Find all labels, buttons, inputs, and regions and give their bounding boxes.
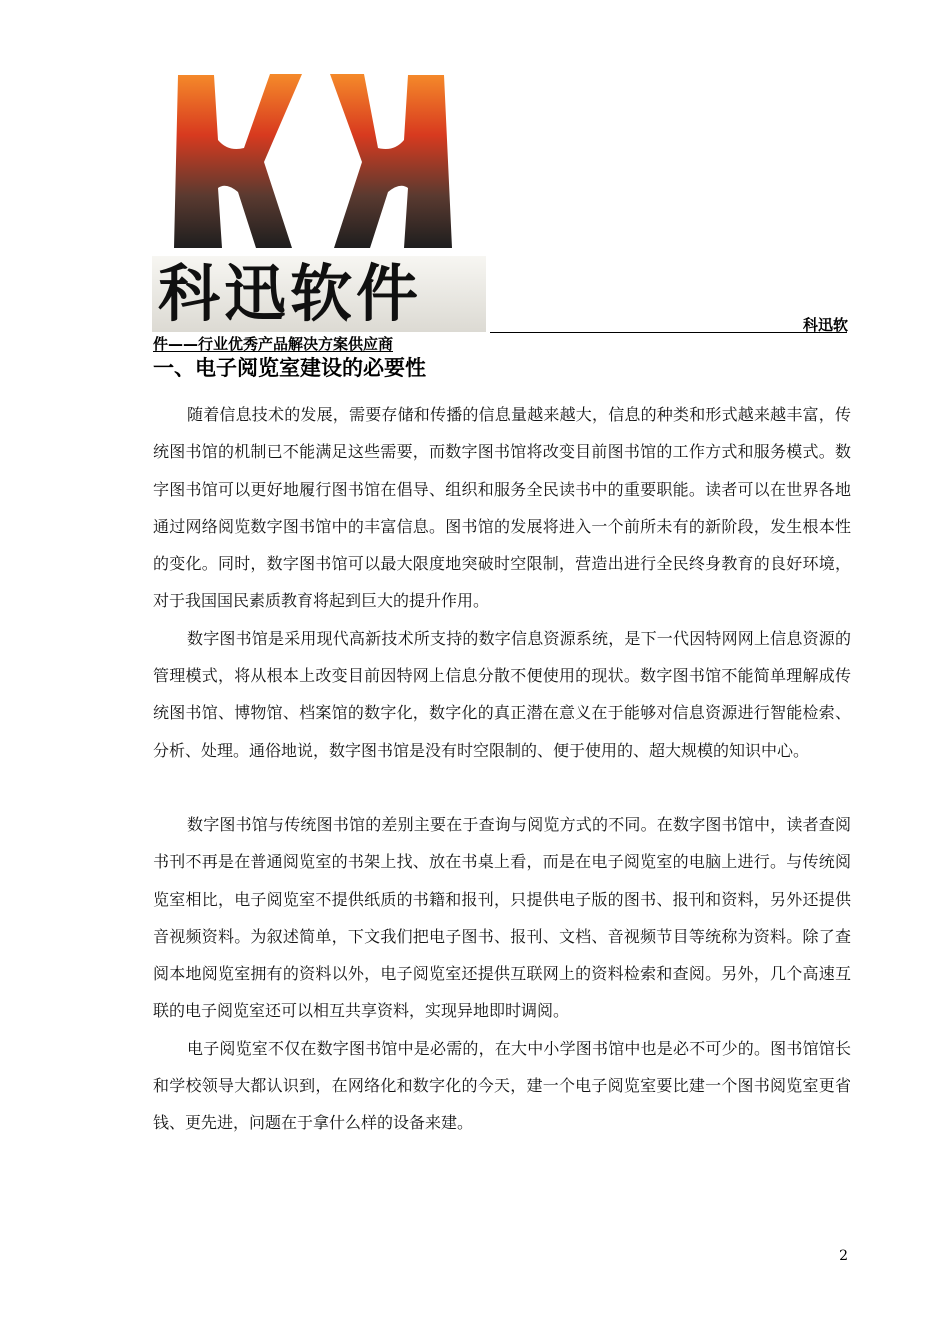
paragraph: 电子阅览室不仅在数字图书馆中是必需的，在大中小学图书馆中也是必不可少的。图书馆馆长和学校领导大都认识到，在网络化和数字化的今天，建一个电子阅览室要比建一个图书阅览室更省钱、更先进，问题在于拿什么样的设备来建。	[153, 1038, 851, 1133]
paragraph: 随着信息技术的发展，需要存储和传播的信息量越来越大，信息的种类和形式越来越丰富，传统图书馆的机制已不能满足这些需要，而数字图书馆将改变目前图书馆的工作方式和服务模式。数字图书馆可以更好地履行图书馆在倡导、组织和服务全民读书中的重要职能。读者可以在世界各地通过网络阅览数字图书馆中的丰富信息。图书馆的发展将进入一个前所未有的新阶段，发生根本性的变化。同时，数字图书馆可以最大限度地突破时空限制，营造出进行全民终身教育的良好环境，对于我国国民素质教育将起到巨大的提升作用。	[153, 405, 851, 611]
page-number: 2	[839, 1248, 848, 1264]
header-tagline: 件——行业优秀产品解决方案供应商	[153, 335, 394, 353]
body-text	[153, 396, 851, 1142]
paragraph-gap	[153, 769, 851, 806]
logo-text: 科迅软件	[158, 257, 423, 330]
header-company-name: 科迅软	[802, 316, 848, 334]
kk-logo-mark	[152, 70, 486, 255]
header-rule	[490, 332, 847, 333]
paragraph: 数字图书馆与传统图书馆的差别主要在于查询与阅览方式的不同。在数字图书馆中，读者查阅书刊不再是在普通阅览室的书架上找、放在书桌上看，而是在电子阅览室的电脑上进行。与传统阅览室相比，电子阅览室不提供纸质的书籍和报刊，只提供电子版的图书、报刊和资料，另外还提供音视频资料。为叙述简单，下文我们把电子图书、报刊、文档、音视频节目等统称为资料。除了查阅本地阅览室拥有的资料以外，电子阅览室还提供互联网上的资料检索和查阅。另外，几个高速互联的电子阅览室还可以相互共享资料，实现异地即时调阅。	[153, 814, 851, 1021]
paragraph: 数字图书馆是采用现代高新技术所支持的数字信息资源系统，是下一代因特网网上信息资源的管理模式，将从根本上改变目前因特网上信息分散不便使用的现状。数字图书馆不能简单理解成传统图书馆、博物馆、档案馆的数字化，数字化的真正潜在意义在于能够对信息资源进行智能检索、分析、处理。通俗地说，数字图书馆是没有时空限制的、便于使用的、超大规模的知识中心。	[153, 628, 851, 760]
section-title: 一、电子阅览室建设的必要性	[153, 356, 426, 380]
logo-text-band	[152, 256, 486, 332]
company-logo	[152, 70, 486, 332]
